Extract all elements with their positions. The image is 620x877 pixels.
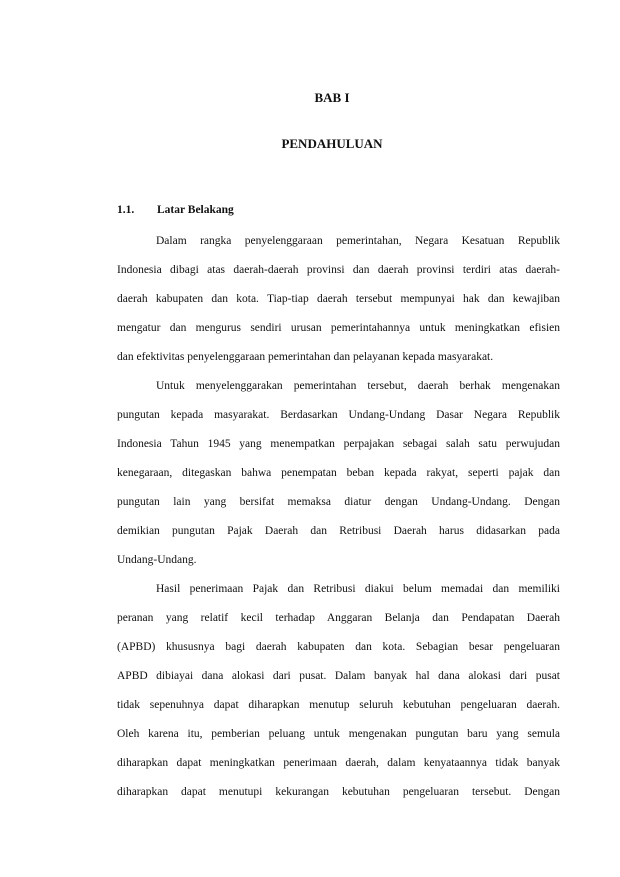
text-line: diharapkan dapat menutupi kekurangan kebutuhan pengeluaran tersebut. Dengan bbox=[117, 786, 560, 798]
chapter-number: BAB I bbox=[314, 90, 350, 105]
text-line: Oleh karena itu, pemberian peluang untuk mengenakan pungutan baru yang semula bbox=[117, 728, 560, 740]
text-line: demikian pungutan Pajak Daerah dan Retribusi Daerah harus didasarkan pada bbox=[117, 525, 560, 537]
text-line: Dalam rangka penyelenggaraan pemerintahan, Negara Kesatuan Republik bbox=[156, 235, 560, 247]
text-line: pungutan kepada masyarakat. Berdasarkan Undang-Undang Dasar Negara Republik bbox=[117, 409, 560, 421]
text-line: peranan yang relatif kecil terhadap Anggaran Belanja dan Pendapatan Daerah bbox=[117, 612, 560, 624]
text-line: Indonesia Tahun 1945 yang menempatkan perpajakan sebagai salah satu perwujudan bbox=[117, 438, 560, 450]
text-line: mengatur dan mengurus sendiri urusan pemerintahannya untuk meningkatkan efisien bbox=[117, 322, 560, 334]
section-number: 1.1. bbox=[117, 204, 135, 216]
section-heading bbox=[117, 202, 234, 218]
text-line: (APBD) khususnya bagi daerah kabupaten dan kota. Sebagian besar pengeluaran bbox=[117, 641, 560, 653]
text-line: kenegaraan, ditegaskan bahwa penempatan beban kepada rakyat, seperti pajak dan bbox=[117, 467, 560, 479]
text-line: Hasil penerimaan Pajak dan Retribusi diakui belum memadai dan memiliki bbox=[156, 583, 560, 595]
text-line: tidak sepenuhnya dapat diharapkan menutup seluruh kebutuhan pengeluaran daerah. bbox=[117, 699, 560, 711]
section-title: Latar Belakang bbox=[157, 204, 234, 216]
text-line: diharapkan dapat meningkatkan penerimaan daerah, dalam kenyataannya tidak banyak bbox=[117, 757, 560, 769]
text-line: APBD dibiayai dana alokasi dari pusat. Dalam banyak hal dana alokasi dari pusat bbox=[117, 670, 560, 682]
text-line: daerah kabupaten dan kota. Tiap-tiap daerah tersebut mempunyai hak dan kewajiban bbox=[117, 293, 560, 305]
text-line: Undang-Undang. bbox=[117, 554, 197, 566]
text-line: Indonesia dibagi atas daerah-daerah provinsi dan daerah provinsi terdiri atas daerah- bbox=[117, 264, 560, 276]
chapter-title: PENDAHULUAN bbox=[281, 136, 383, 151]
text-line: Untuk menyelenggarakan pemerintahan tersebut, daerah berhak mengenakan bbox=[156, 380, 560, 392]
text-line: dan efektivitas penyelenggaraan pemerintahan dan pelayanan kepada masyarakat. bbox=[117, 351, 494, 363]
text-line: pungutan lain yang bersifat memaksa diatur dengan Undang-Undang. Dengan bbox=[117, 496, 560, 508]
